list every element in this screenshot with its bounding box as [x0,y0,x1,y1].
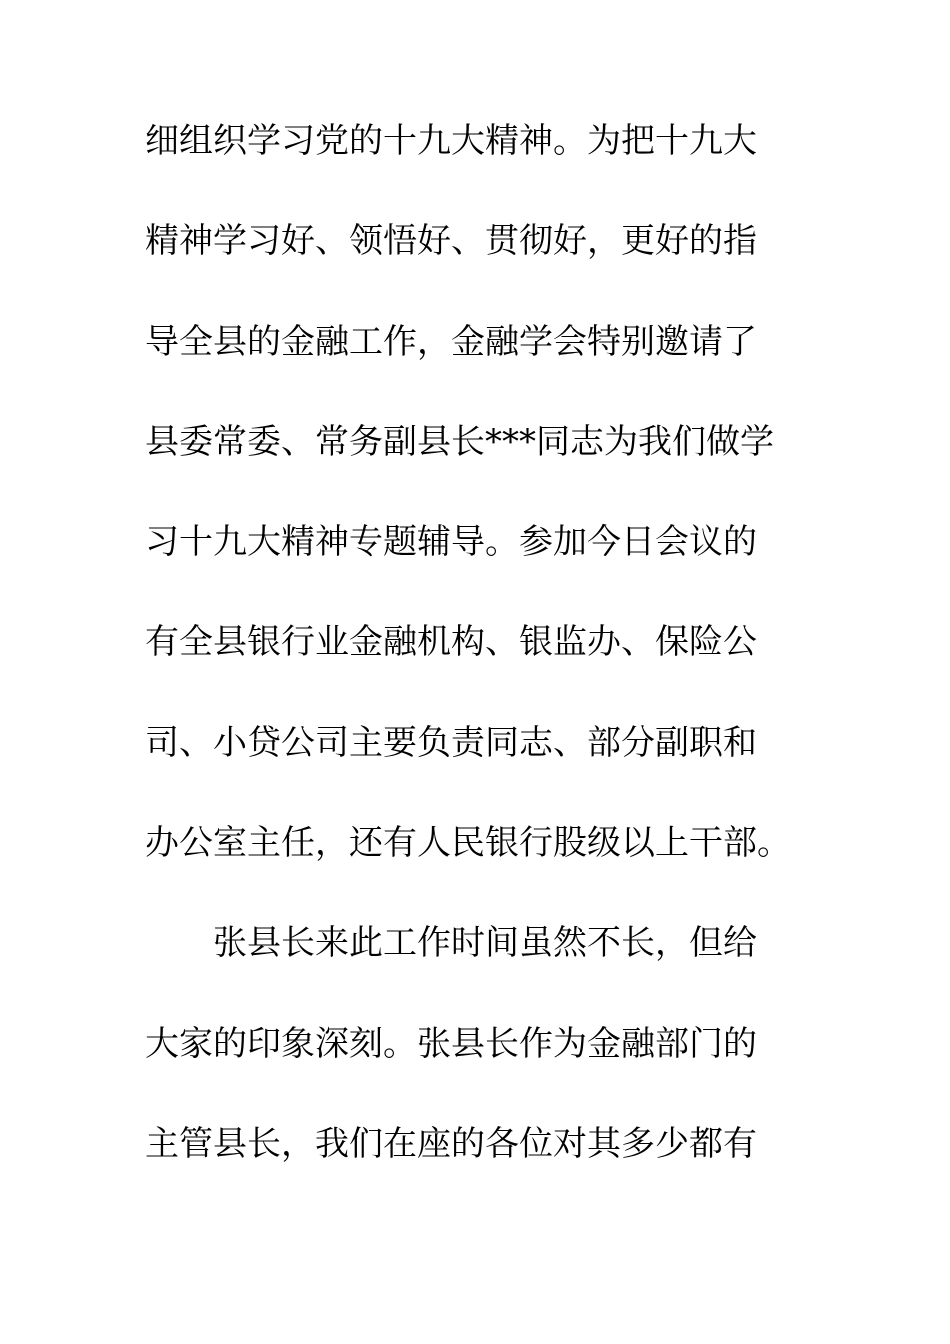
body-text [145,121,825,1227]
text-line: 有全县银行业金融机构、银监办、保险公 [145,622,757,663]
text-line: 大家的印象深刻。张县长作为金融部门的 [145,1023,757,1064]
text-line: 主管县长，我们在座的各位对其多少都有 [145,1123,757,1164]
paragraph-first-line: 张县长来此工作时间虽然不长，但给 [213,923,757,964]
text-line: 细组织学习党的十九大精神。为把十九大 [145,121,757,161]
text-line: 县委常委、常务副县长***同志为我们做学 [145,421,774,462]
text-line: 办公室主任，还有人民银行股级以上干部。 [145,823,791,864]
text-line: 导全县的金融工作，金融学会特别邀请了 [145,321,757,362]
text-line: 习十九大精神专题辅导。参加今日会议的 [145,522,757,563]
text-line: 司、小贷公司主要负责同志、部分副职和 [145,722,757,763]
text-line: 精神学习好、领悟好、贯彻好，更好的指 [145,221,757,262]
